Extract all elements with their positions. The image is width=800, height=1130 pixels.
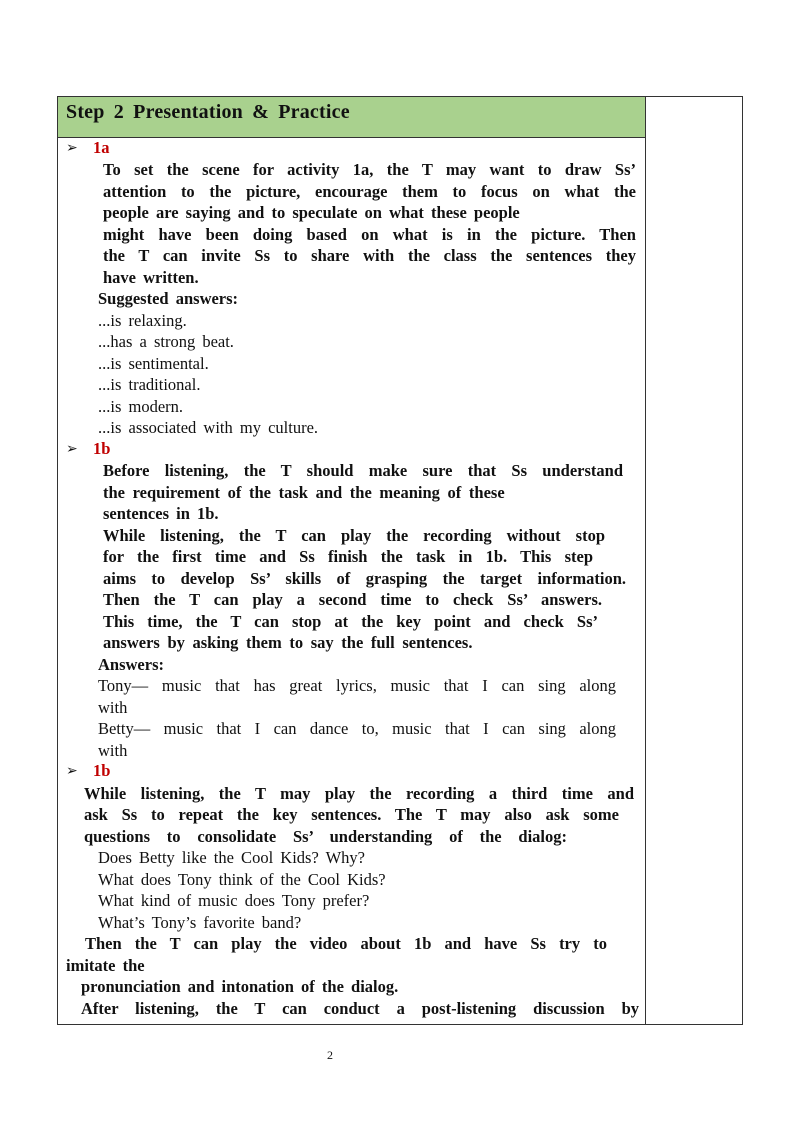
- answers-label: Answers:: [98, 654, 164, 674]
- para-line: might have been doing based on what is in the picture. Then: [103, 224, 636, 244]
- para-line: After listening, the T can conduct a post-listening discussion by: [81, 998, 639, 1018]
- question-item: What’s Tony’s favorite band?: [98, 912, 302, 932]
- para-line: attention to the picture, encourage them to focus on what the: [103, 181, 636, 201]
- bullet-arrow-icon: ➢: [66, 141, 78, 156]
- answer-item: Betty— music that I can dance to, music that I can sing along: [98, 719, 616, 738]
- step-header: [58, 97, 645, 138]
- para-line: the requirement of the task and the meaning of these: [103, 482, 505, 502]
- answer-item: ...is associated with my culture.: [98, 418, 319, 437]
- question-item: What kind of music does Tony prefer?: [98, 891, 370, 910]
- answers-label: Suggested answers:: [98, 289, 239, 308]
- answer-item: ...is traditional.: [98, 375, 201, 394]
- para-line: Then the T can play the video about 1b and have Ss try to: [85, 934, 607, 953]
- para-line: Then the T can play a second time to check Ss’ answers.: [103, 590, 602, 609]
- para-line: aims to develop Ss’ skills of grasping the target information.: [103, 568, 626, 588]
- para-line: Before listening, the T should make sure that Ss understand: [103, 461, 623, 480]
- question-item: What does Tony think of the Cool Kids?: [98, 869, 386, 889]
- lesson-table: [57, 96, 743, 1025]
- para-line: the T can invite Ss to share with the class the sentences they: [103, 246, 636, 265]
- para-line: This time, the T can stop at the key point and check Ss’: [103, 611, 598, 631]
- para-line: for the first time and Ss finish the task in 1b. This step: [103, 547, 593, 566]
- bullet-arrow-icon: ➢: [66, 764, 78, 779]
- para-line: To set the scene for activity 1a, the T may want to draw Ss’: [103, 160, 636, 179]
- section-label-1a: 1a: [93, 138, 110, 157]
- para-line: people are saying and to speculate on what these people: [103, 203, 520, 222]
- answer-item: with: [98, 697, 128, 717]
- answer-item: ...is sentimental.: [98, 353, 209, 373]
- para-line: sentences in 1b.: [103, 504, 219, 523]
- answer-item: ...is modern.: [98, 396, 184, 416]
- para-line: While listening, the T may play the recording a third time and: [84, 783, 634, 803]
- section-label-1b-second: 1b: [93, 761, 111, 780]
- answer-item: ...is relaxing.: [98, 310, 187, 330]
- page-number: 2: [327, 1048, 333, 1062]
- para-line: pronunciation and intonation of the dialog.: [81, 977, 399, 996]
- step-title: Step 2 Presentation & Practice: [66, 101, 350, 123]
- answer-item: ...has a strong beat.: [98, 332, 234, 351]
- bullet-arrow-icon: ➢: [66, 441, 78, 457]
- answer-item: with: [98, 740, 128, 760]
- para-line: have written.: [103, 267, 199, 287]
- section-label-1b: 1b: [93, 438, 111, 458]
- para-line: ask Ss to repeat the key sentences. The T may also ask some: [84, 805, 619, 824]
- para-line: answers by asking them to say the full sentences.: [103, 633, 473, 652]
- para-line: questions to consolidate Ss’ understanding of the dialog:: [84, 826, 567, 846]
- answer-item: Tony— music that has great lyrics, music that I can sing along: [98, 676, 616, 695]
- question-item: Does Betty like the Cool Kids? Why?: [98, 848, 365, 867]
- para-line: While listening, the T can play the recording without stop: [103, 525, 605, 545]
- notes-column-divider: [645, 97, 646, 1024]
- para-line: imitate the: [66, 955, 145, 975]
